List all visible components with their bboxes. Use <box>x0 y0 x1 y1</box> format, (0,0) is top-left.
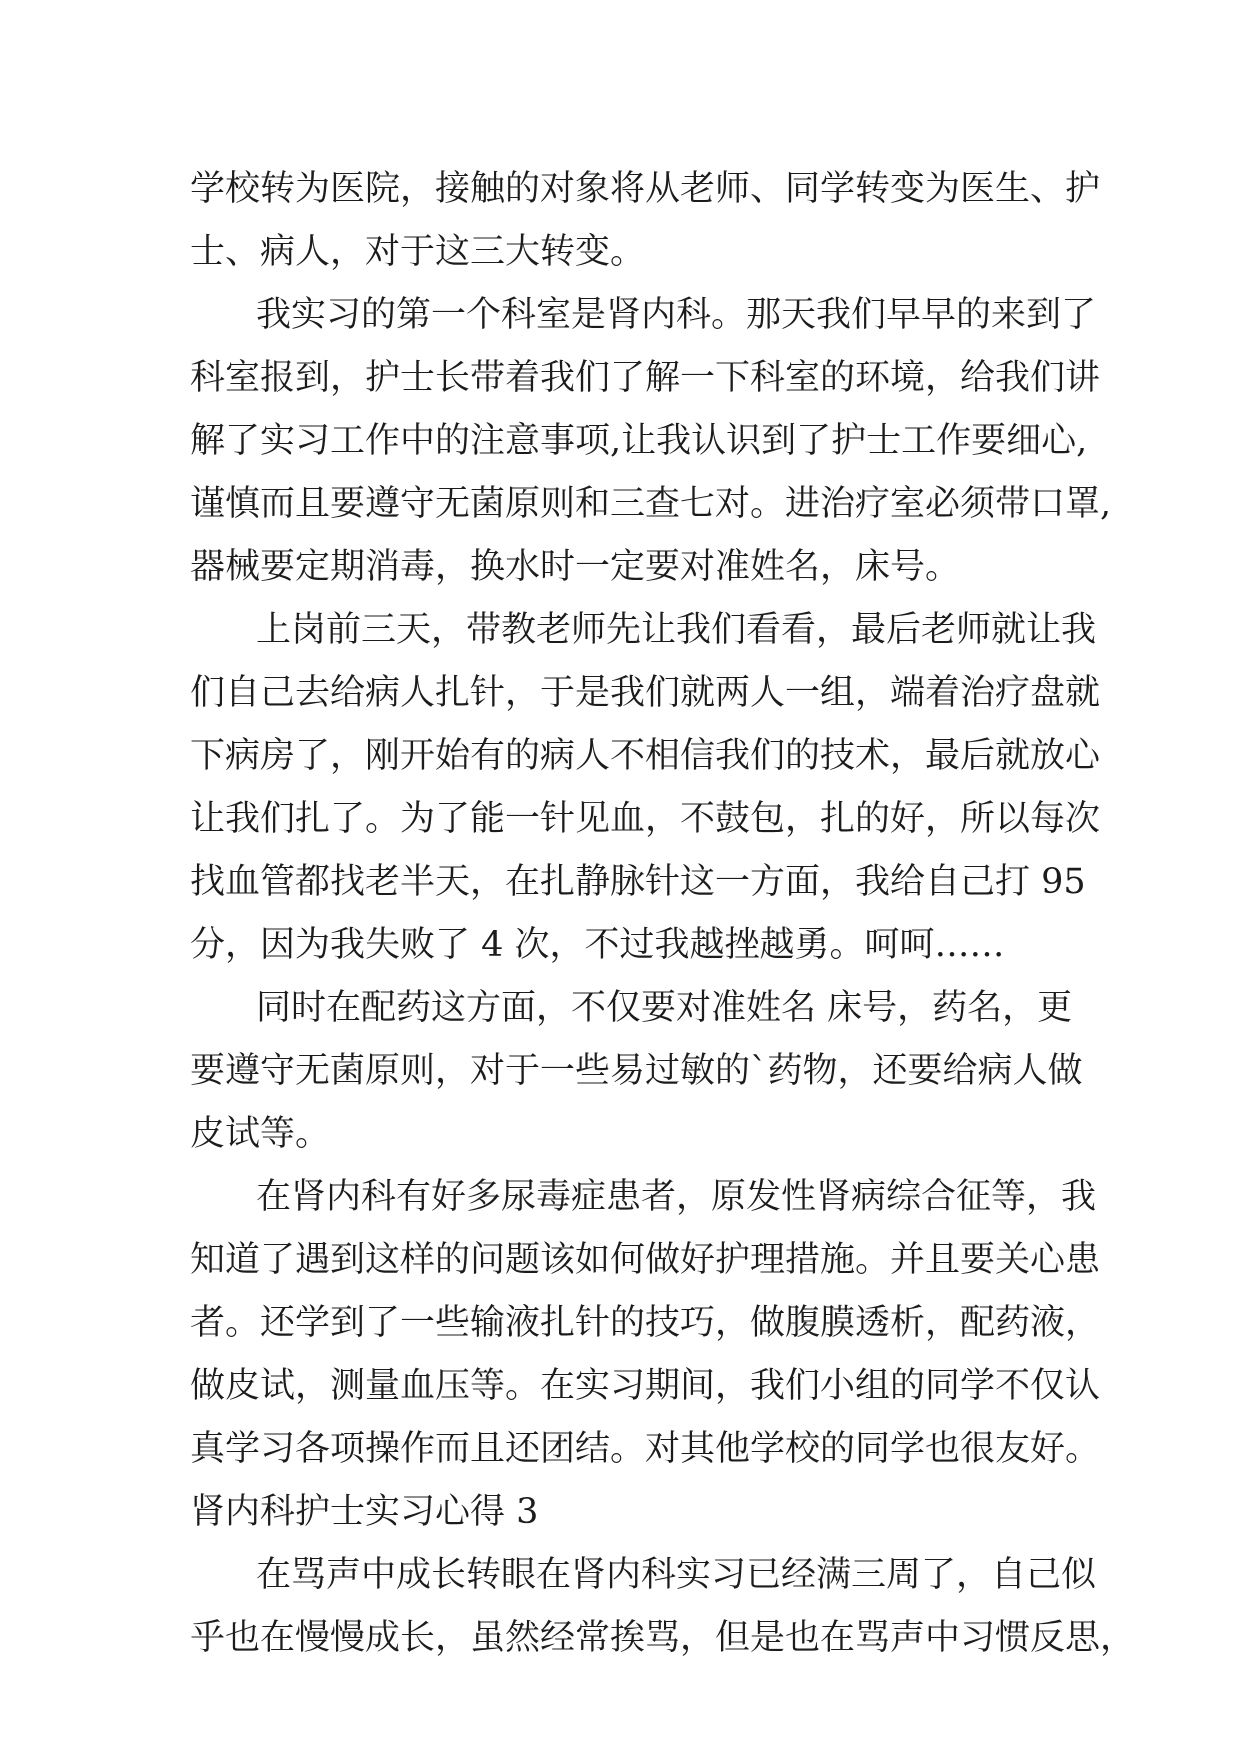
paragraph-first-line: 在骂声中成长转眼在肾内科实习已经满三周了，自己似 <box>256 1555 1097 1595</box>
body-text <box>190 158 1136 1670</box>
text-line: 解了实习工作中的注意事项,让我认识到了护士工作要细心, <box>190 421 1088 461</box>
text-line: 知道了遇到这样的问题该如何做好护理措施。并且要关心患 <box>190 1240 1101 1280</box>
text-line: 谨慎而且要遵守无菌原则和三查七对。进治疗室必须带口罩, <box>190 484 1112 524</box>
text-line: 真学习各项操作而且还团结。对其他学校的同学也很友好。 <box>190 1429 1101 1469</box>
text-line: 们自己去给病人扎针，于是我们就两人一组，端着治疗盘就 <box>190 673 1101 713</box>
text-line: 要遵守无菌原则，对于一些易过敏的`药物，还要给病人做 <box>190 1051 1083 1091</box>
text-line: 下病房了，刚开始有的病人不相信我们的技术，最后就放心 <box>190 736 1101 776</box>
text-line: 科室报到，护士长带着我们了解一下科室的环境，给我们讲 <box>190 358 1101 398</box>
paragraph-first-line: 在肾内科有好多尿毒症患者，原发性肾病综合征等，我 <box>256 1177 1097 1217</box>
paragraph-first-line: 上岗前三天，带教老师先让我们看看，最后老师就让我 <box>256 610 1097 650</box>
text-line: 学校转为医院，接触的对象将从老师、同学转变为医生、护 <box>190 169 1101 209</box>
paragraph-first-line: 我实习的第一个科室是肾内科。那天我们早早的来到了 <box>256 295 1097 335</box>
text-line: 乎也在慢慢成长，虽然经常挨骂，但是也在骂声中习惯反思， <box>190 1618 1136 1658</box>
text-line: 让我们扎了。为了能一针见血，不鼓包，扎的好，所以每次 <box>190 799 1101 839</box>
text-line: 做皮试，测量血压等。在实习期间，我们小组的同学不仅认 <box>190 1366 1101 1406</box>
text-line: 士、病人，对于这三大转变。 <box>190 232 646 272</box>
text-line: 找血管都找老半天，在扎静脉针这一方面，我给自己打 95 <box>190 862 1086 902</box>
section-heading: 肾内科护士实习心得 3 <box>190 1492 539 1532</box>
text-line: 分，因为我失败了 4 次，不过我越挫越勇。呵呵…… <box>190 925 1005 965</box>
paragraph-first-line: 同时在配药这方面，不仅要对准姓名 床号，药名，更 <box>256 988 1073 1028</box>
text-line: 器械要定期消毒，换水时一定要对准姓名，床号。 <box>190 547 961 587</box>
text-line: 者。还学到了一些输液扎针的技巧，做腹膜透析，配药液， <box>190 1303 1101 1343</box>
text-line: 皮试等。 <box>190 1114 331 1154</box>
